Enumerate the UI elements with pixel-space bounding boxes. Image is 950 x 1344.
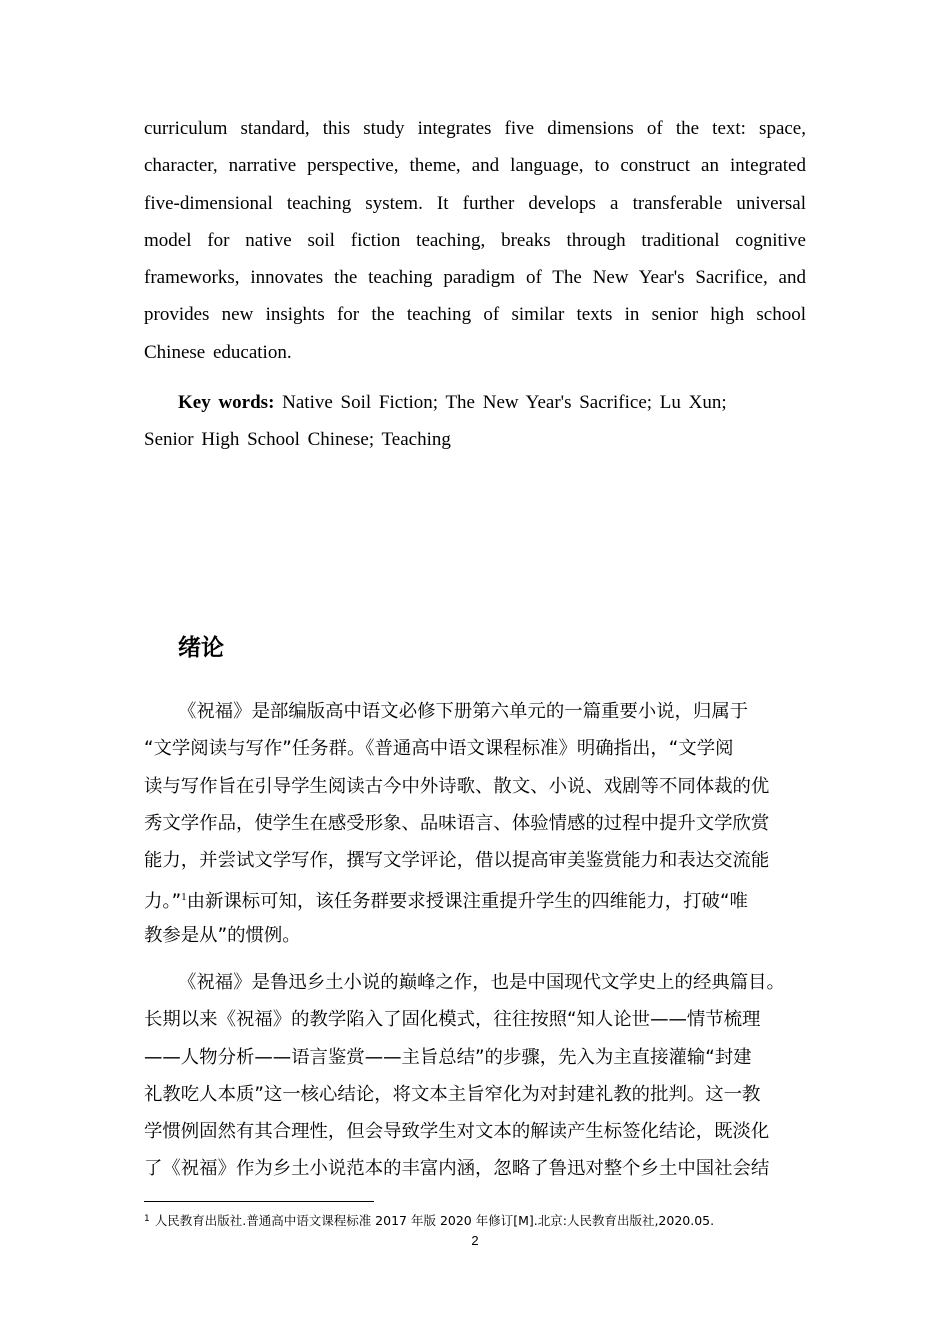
body-paragraph xyxy=(144,693,806,954)
paragraph-line: 礼教吃人本质”这一核心结论，将文本主旨窄化为对封建礼教的批判。这一教 xyxy=(144,1083,761,1105)
footnote xyxy=(144,1209,714,1231)
paragraph-line: 教参是从”的惯例。 xyxy=(144,924,301,946)
abstract-line: model for native soil fiction teaching, breaks through traditional cognitive xyxy=(144,229,806,251)
paragraph-line: 《祝福》是部编版高中语文必修下册第六单元的一篇重要小说，归属于 xyxy=(178,701,749,722)
keywords-block xyxy=(144,384,806,459)
abstract-line: provides new insights for the teaching of similar texts in senior high school xyxy=(144,304,806,326)
paragraph-line: 《祝福》是鲁迅乡土小说的巅峰之作，也是中国现代文学史上的经典篇目。 xyxy=(178,972,785,993)
keywords-text: Native Soil Fiction; The New Year's Sacrifice; Lu Xun; xyxy=(282,392,727,413)
paragraph-text: 力。” xyxy=(144,891,182,913)
keywords-label: Key words: xyxy=(178,392,275,413)
paragraph-line: ——人物分析——语言鉴赏——主旨总结”的步骤，先入为主直接灌输“封建 xyxy=(144,1046,752,1068)
keywords-line: Senior High School Chinese; Teaching xyxy=(144,429,451,451)
footnote-separator xyxy=(144,1201,374,1202)
paragraph-text: 由新课标可知，该任务群要求授课注重提升学生的四维能力，打破“唯 xyxy=(186,891,748,913)
body-paragraph xyxy=(144,964,806,1188)
footnote-text: 人民教育出版社.普通高中语文课程标准 2017 年版 2020 年修订[M].北京:人民教育出版社,2020.05. xyxy=(154,1213,715,1228)
abstract-line: character, narrative perspective, theme, and language, to construct an integrated xyxy=(144,155,806,177)
page-number: 2 xyxy=(471,1233,479,1248)
abstract-line: Chinese education. xyxy=(144,341,292,363)
paragraph-line: 能力，并尝试文学写作，撰写文学评论，借以提高审美鉴赏能力和表达交流能 xyxy=(144,850,770,872)
abstract-line: five-dimensional teaching system. It further develops a transferable universal xyxy=(144,192,806,214)
paragraph-line: 长期以来《祝福》的教学陷入了固化模式，往往按照“知人论世——情节梳理 xyxy=(144,1009,761,1031)
footnote-mark: 1 xyxy=(144,1214,150,1224)
abstract-line: curriculum standard, this study integrates five dimensions of the text: space, xyxy=(144,118,806,139)
paragraph-line: 读与写作旨在引导学生阅读古今中外诗歌、散文、小说、戏剧等不同体裁的优 xyxy=(144,775,770,797)
english-abstract xyxy=(144,110,806,371)
abstract-line: frameworks, innovates the teaching paradigm of The New Year's Sacrifice, and xyxy=(144,267,806,289)
paragraph-line: “文学阅读与写作”任务群。《普通高中语文课程标准》明确指出，“文学阅 xyxy=(144,738,734,760)
paragraph-line: 了《祝福》作为乡土小说范本的丰富内涵，忽略了鲁迅对整个乡土中国社会结 xyxy=(144,1158,770,1180)
paragraph-line xyxy=(144,879,806,916)
footnote-reference[interactable]: 1 xyxy=(181,891,187,904)
paragraph-line: 学惯例固然有其合理性，但会导致学生对文本的解读产生标签化结论，既淡化 xyxy=(144,1121,770,1143)
keywords-line xyxy=(144,384,806,421)
paragraph-line: 秀文学作品，使学生在感受形象、品味语言、体验情感的过程中提升文学欣赏 xyxy=(144,812,770,834)
section-heading: 绪论 xyxy=(178,635,224,661)
